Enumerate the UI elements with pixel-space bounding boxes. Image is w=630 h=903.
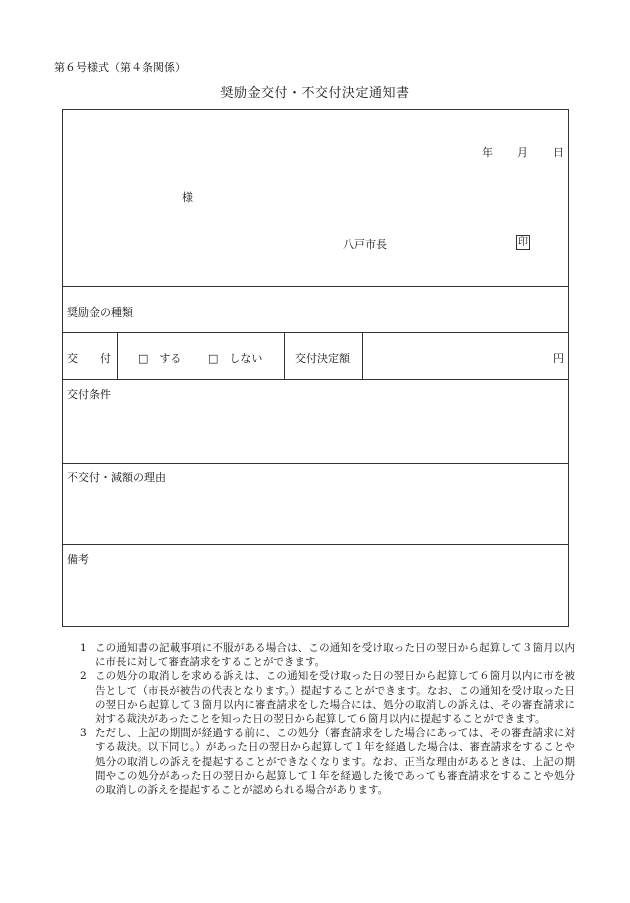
appeal-notes (80, 641, 575, 797)
note-text: この通知書の記載事項に不服がある場合は、この通知を受け取った日の翌日から起算して３箇月以内に市長に対して審査請求をすることができます。 (95, 642, 575, 669)
divider-line (63, 463, 568, 464)
grant-option-yes[interactable]: □ する (138, 352, 182, 365)
remarks-label: 備考 (67, 553, 89, 566)
document-title: 奨励金交付・不交付決定通知書 (220, 86, 410, 101)
addressee-suffix: 様 (182, 191, 193, 204)
note-item (80, 669, 575, 726)
date-year-label: 年 (482, 146, 493, 159)
divider-line (63, 544, 568, 545)
note-item (80, 641, 575, 669)
date-day-label: 日 (553, 146, 564, 159)
divider-line (117, 332, 118, 379)
divider-line (63, 379, 568, 380)
grant-amount-label: 交付決定額 (295, 352, 350, 365)
grant-label: 交 付 (67, 352, 111, 365)
grant-option-no[interactable]: □ しない (208, 352, 263, 365)
note-text: この処分の取消しを求める訴えは、この通知を受け取った日の翌日から起算して６箇月以内に市を被告として（市長が被告の代表となります。）提起することができます。なお、この通知を受け取った日の翌日から起算して３箇月以内に審査請求をした場合には、処分の取消しの訴えは、その審査請求に対する裁決があったことを知った日の翌日から起算して６箇月以内に提起することができます。 (95, 670, 575, 726)
conditions-label: 交付条件 (67, 388, 111, 401)
issuer-name: 八戸市長 (343, 238, 387, 251)
divider-line (362, 332, 363, 379)
note-number: 3 (80, 727, 87, 740)
subsidy-type-label: 奨励金の種類 (67, 306, 133, 319)
divider-line (63, 332, 568, 333)
note-number: 1 (80, 642, 87, 654)
divider-line (284, 332, 285, 379)
notice-form-table (62, 109, 569, 627)
note-number: 2 (80, 670, 87, 683)
note-item (80, 726, 575, 797)
seal-mark: 印 (518, 237, 528, 248)
refusal-reason-label: 不交付・減額の理由 (67, 471, 166, 484)
note-text: ただし、上記の期間が経過する前に、この処分（審査請求をした場合にあっては、その審査請求に対する裁決。以下同じ。）があった日の翌日から起算して１年を経過した場合は、審査請求をすることや処分の取消しの訴えを提起することができなくなります。なお、正当な理由があるときは、上記の期間やこの処分があった日の翌日から起算して１年を経過した後であっても審査請求をすることや処分の取消しの訴えを提起することが認められる場合があります。 (95, 727, 575, 797)
divider-line (63, 286, 568, 287)
amount-unit-label: 円 (553, 352, 564, 365)
date-month-label: 月 (517, 146, 528, 159)
form-number-label: 第６号様式（第４条関係） (54, 61, 186, 74)
